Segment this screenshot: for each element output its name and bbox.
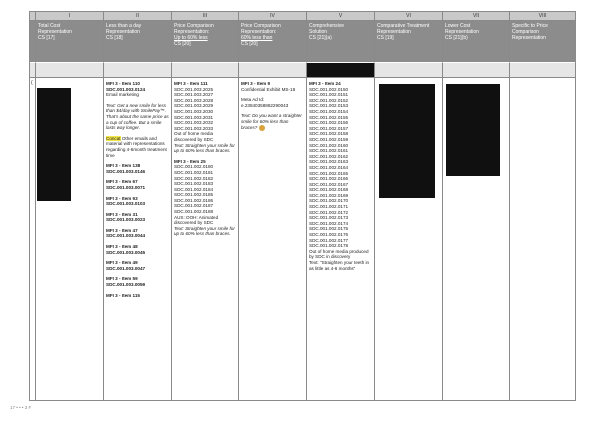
column-header: Lower Cost Representation CS [21](b) — [443, 21, 510, 63]
document-code: SDC.001.003.2027 — [174, 92, 214, 98]
document-code-list — [174, 87, 236, 132]
document-code: SDC.001.002.0152 — [309, 97, 349, 103]
col-numeral-1: I — [36, 12, 104, 21]
column-header: Comprehensive Solution CS [21](a) — [307, 21, 375, 63]
document-code: SDC.001.002.0156 — [309, 120, 349, 126]
document-code: SDC.001.002.0174 — [309, 220, 349, 226]
document-code: SDC.001.002.0186 — [174, 197, 214, 203]
document-code: SDC.001.003.2033 — [174, 125, 214, 131]
redaction-block — [307, 63, 375, 78]
document-code: SDC.001.002.0181 — [174, 169, 214, 175]
document-code: SDC.001.002.0155 — [309, 114, 349, 120]
document-code: SDC.001.002.0167 — [309, 181, 349, 187]
cell-specific-to-price — [510, 78, 575, 400]
document-code: SDC.001.002.0188 — [174, 209, 214, 215]
document-code: SDC.001.002.0182 — [174, 175, 214, 181]
col-numeral-4: IV — [239, 12, 307, 21]
document-code: SDC.001.002.0187 — [174, 203, 214, 209]
column-header: Comparative Treatment Representation CS [19] — [375, 21, 443, 63]
document-code: SDC.001.002.0165 — [309, 170, 349, 176]
document-code: SDC.001.002.0184 — [174, 186, 214, 192]
document-code: SDC.001.002.0175 — [309, 226, 349, 232]
spacer-row — [30, 63, 575, 78]
document-code: SDC.001.002.0173 — [309, 215, 349, 221]
document-code: SDC.001.002.0166 — [309, 176, 349, 182]
col-numeral-7: VII — [443, 12, 510, 21]
document-code-list — [309, 87, 372, 249]
cell-comprehensive-solution: MFI 3 - Item 24 SDC.001.002.0150 SDC.001.002.0151 SDC.001.002.0152 SDC.001.002.0153 SDC.001.002.0154 SDC.001.002.0155 SDC.001.002.0156 SDC.001.002.0157 SDC.001.002.0158 SDC.001.002.0159 SDC.001.002.0160 SDC.001.002.0161 SDC.001.002.0162 SDC.001.002.0163 SDC.001.002.0164 SDC.001.002.0165 SDC.001.002.0166 SDC.001.002.0167 SDC.001.002.0168 SDC.001.002.0169 SDC.001.002.0170 SDC.001.002.0171 SDC.001.002.0172 SDC.001.002.0173 SDC.001.002.0174 SDC.001.002.0175 SDC.001.002.0176 SDC.001.002.0177 SDC.001.002.0178 Out of home media produced by SDC in discovery Text: "Straighten your teeth in as little as 4-6 months" — [307, 78, 375, 400]
document-code: SDC.001.003.2032 — [174, 120, 214, 126]
document-code: SDC.001.002.0171 — [309, 204, 349, 210]
document-code: SDC.001.002.0163 — [309, 159, 349, 165]
document-code: SDC.001.002.0177 — [309, 237, 349, 243]
document-code: SDC.001.003.2029 — [174, 103, 214, 109]
cell-less-than-a-day: MFI 3 - Item 110 SDC.001.003.0124 Email marketing Text: Get a new smile for less than $4/day with SmilePay™. That's about the same price as a cup of coffee. But a smile lasts way longer. Concat Other emails and material with representations regarding 4-6month treatment time MFI 3 - Item 138 SDC.001.003.0146 MFI 3 - Item 67 SDC.001.003.0071 MFI 3 - Item 93 SDC.001.003.0103 MFI 3 - Item 31 SDC.001.003.0023 MFI 3 - Item 47 SDC.001.003.0044 MFI 3 - Item 48 SDC.001.003.0045 MFI 3 - Item 49 SDC.001.003.0047 MFI 3 - Item 59 SDC.001.003.0059 MFI 3 - Item 115 — [104, 78, 172, 400]
cell-price-comparison-up-to: MFI 3 - Item 111 SDC.001.003.2025 SDC.001.003.2027 SDC.001.003.2028 SDC.001.003.2029 SDC.001.003.2030 SDC.001.003.2031 SDC.001.003.2032 SDC.001.003.2033 Out of home media discovered by SDC Text: Straighten your smile for up to 60% less than braces. MFI 3 - Item 25 SDC.001.002.0180 SDC.001.002.0181 SDC.001.002.0182 SDC.001.002.0183 SDC.001.002.0184 SDC.001.002.0185 SDC.001.002.0186 SDC.001.002.0187 SDC.001.002.0188 AUS: OOH: Animated discovered by SDC Text: Straighten your smile for up to 60% less than braces. — [172, 78, 239, 400]
document-code: SDC.001.002.0162 — [309, 153, 349, 159]
document-code: SDC.001.002.0164 — [309, 164, 349, 170]
col-numeral-2: II — [104, 12, 172, 21]
row-marker: ( — [30, 78, 36, 400]
document-code: SDC.001.002.0185 — [174, 192, 214, 198]
col-numeral-6: VI — [375, 12, 443, 21]
document-code: SDC.001.003.2025 — [174, 86, 214, 92]
column-header: Specific to Price Comparison Representation — [510, 21, 575, 63]
document-code: SDC.001.002.0160 — [309, 142, 349, 148]
document-code: SDC.001.002.0150 — [309, 86, 349, 92]
document-code: SDC.001.002.0172 — [309, 209, 349, 215]
cell-price-comparison-less-than: MFI 3 - Item 9 Confidential Exhibit MS-18 Meta Ad Id: e.23840358882290043 Text: Do you want a straighter smile for 60% less than braces? — [239, 78, 307, 400]
column-header-row — [30, 21, 575, 63]
document-code: SDC.001.002.0169 — [309, 192, 349, 198]
document-code: SDC.001.002.0161 — [309, 148, 349, 154]
document-code: SDC.001.002.0157 — [309, 125, 349, 131]
document-code: SDC.001.002.0176 — [309, 232, 349, 238]
document-code: SDC.001.002.0170 — [309, 198, 349, 204]
document-code: SDC.001.002.0183 — [174, 181, 214, 187]
document-code: SDC.001.002.0180 — [174, 164, 214, 170]
column-header: Price Comparison Representation: Up to 60% less CS [20] — [172, 21, 239, 63]
document-code: SDC.001.003.2030 — [174, 108, 214, 114]
redaction-block — [379, 84, 435, 198]
page-footer: 17 • • • 3 F — [10, 405, 32, 410]
smiley-emoji-icon — [259, 125, 265, 131]
highlighted-term: Concat — [106, 135, 121, 141]
document-code: SDC.001.002.0154 — [309, 108, 349, 114]
col-numeral-3: III — [172, 12, 239, 21]
document-code: SDC.001.002.0159 — [309, 136, 349, 142]
column-header: Total Cost Representation CS [17] — [36, 21, 104, 63]
document-code: SDC.001.003.2028 — [174, 97, 214, 103]
document-code: SDC.001.003.2031 — [174, 114, 214, 120]
column-header: Less than a day Representation CS [18] — [104, 21, 172, 63]
redaction-block — [37, 88, 71, 201]
document-code: SDC.001.002.0158 — [309, 131, 349, 137]
document-code: SDC.001.002.0178 — [309, 243, 349, 249]
col-numeral-5: V — [307, 12, 375, 21]
document-code-list — [174, 164, 236, 214]
redaction-block — [446, 84, 500, 176]
column-header: Price Comparison Representation: 60% less than CS [20] — [239, 21, 307, 63]
evidence-table — [29, 11, 576, 401]
roman-numeral-row — [30, 12, 575, 21]
document-code: SDC.001.002.0151 — [309, 92, 349, 98]
document-code: SDC.001.002.0153 — [309, 103, 349, 109]
col-numeral-8: VIII — [510, 12, 575, 21]
document-code: SDC.001.002.0168 — [309, 187, 349, 193]
